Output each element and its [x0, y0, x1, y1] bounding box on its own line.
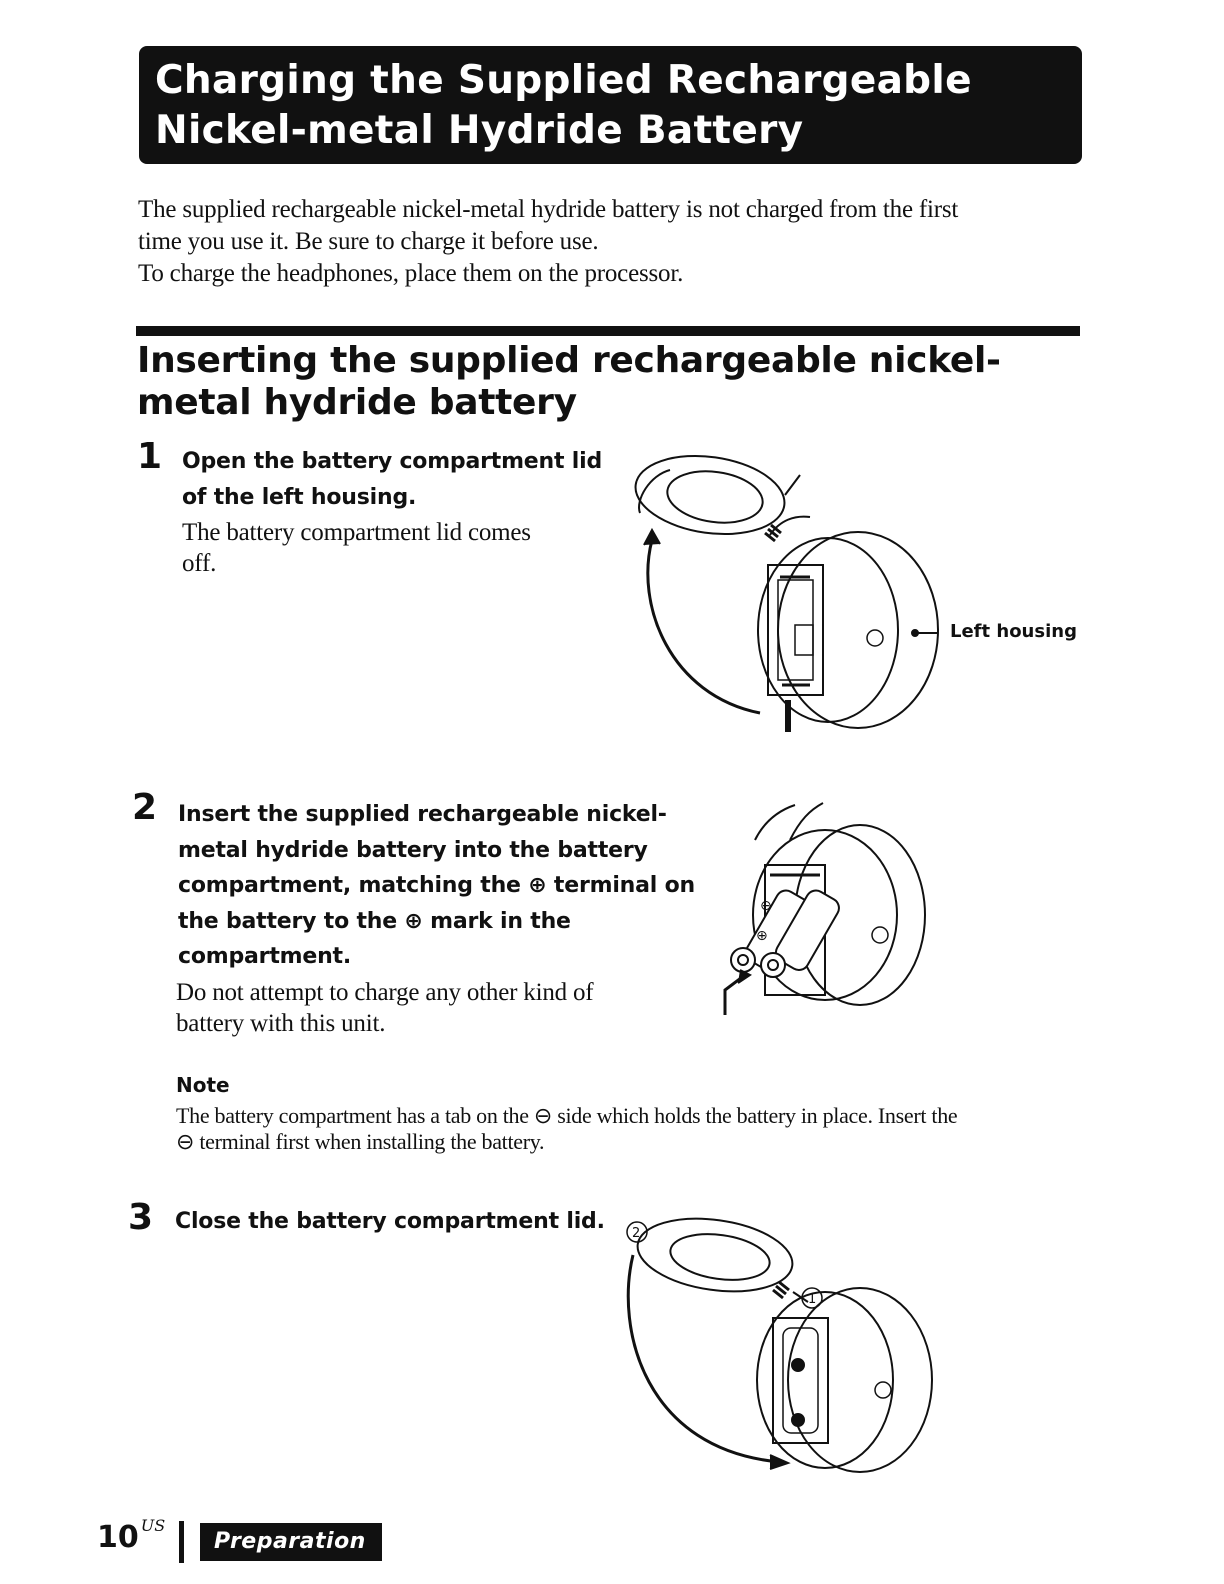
- step-2-title-line: the battery to the ⊕ mark in the: [178, 908, 571, 934]
- section-rule: [136, 326, 1080, 336]
- step-1-body: [182, 517, 531, 579]
- minus-terminal-icon: ⊖: [760, 898, 772, 914]
- battery-lid: [630, 447, 789, 543]
- step-1-title-line: of the left housing.: [182, 484, 417, 510]
- step-2-title: [178, 797, 695, 975]
- note-line: ⊖ terminal first when installing the battery.: [176, 1129, 545, 1154]
- arrow-icon: [628, 1255, 780, 1462]
- housing-outline: [788, 1288, 932, 1472]
- step-1-number: 1: [137, 436, 163, 477]
- page-title: [139, 46, 1082, 164]
- intro-line: time you use it. Be sure to charge it before use.: [138, 228, 599, 255]
- step-1-title-line: Open the battery compartment lid: [182, 449, 603, 474]
- step-3-number: 3: [128, 1197, 154, 1238]
- step-1-body-line: off.: [182, 550, 217, 577]
- step-3-title: [175, 1204, 605, 1240]
- step-2-title-line: compartment, matching the ⊕ terminal on: [178, 873, 695, 898]
- note-text: [176, 1103, 1086, 1155]
- battery-insert-illustration: [715, 800, 935, 1025]
- step-2-body-line: battery with this unit.: [176, 1010, 386, 1037]
- battery-lid: [633, 1210, 797, 1301]
- lid-open-illustration: [610, 445, 940, 735]
- left-housing-label: Left housing: [950, 621, 1077, 642]
- note-label: Note: [176, 1073, 230, 1097]
- step-2-title-line: compartment.: [178, 944, 352, 969]
- step-3-title-line: Close the battery compartment lid.: [175, 1209, 605, 1234]
- marker-2-label: 2: [632, 1226, 641, 1241]
- marker-1-label: 1: [808, 1292, 817, 1307]
- step-2-body-line: Do not attempt to charge any other kind of: [176, 979, 594, 1006]
- step-2-body: [176, 977, 593, 1039]
- footer-divider: [179, 1521, 184, 1563]
- step-1-body-line: The battery compartment lid comes: [182, 519, 531, 546]
- page-number-suffix: US: [140, 1516, 166, 1535]
- lid-close-illustration: [605, 1210, 935, 1480]
- step-2-title-line: Insert the supplied rechargeable nickel-: [178, 802, 667, 827]
- plus-terminal-icon: ⊕: [756, 928, 768, 944]
- intro-line: To charge the headphones, place them on the processor.: [138, 260, 684, 287]
- step-1-title: [182, 444, 602, 515]
- page-title-line: Charging the Supplied Rechargeable: [155, 58, 972, 103]
- section-heading-line: metal hydride battery: [137, 382, 577, 423]
- step-2-number: 2: [132, 787, 158, 828]
- intro-paragraph: [138, 194, 1078, 290]
- page-number: [97, 1516, 165, 1555]
- step-2-title-line: metal hydride battery into the battery: [178, 837, 648, 863]
- section-heading: [137, 340, 1087, 424]
- section-tag: Preparation: [200, 1523, 382, 1561]
- intro-line: The supplied rechargeable nickel-metal hydride battery is not charged from the first: [138, 196, 959, 223]
- page-number-value: 10: [97, 1520, 139, 1555]
- note-line: The battery compartment has a tab on the ⊖ side which holds the battery in place. Insert the: [176, 1103, 958, 1128]
- page-title-line: Nickel-metal Hydride Battery: [155, 108, 804, 153]
- section-heading-line: Inserting the supplied rechargeable nickel-: [137, 340, 1001, 381]
- arrow-icon: [648, 540, 760, 713]
